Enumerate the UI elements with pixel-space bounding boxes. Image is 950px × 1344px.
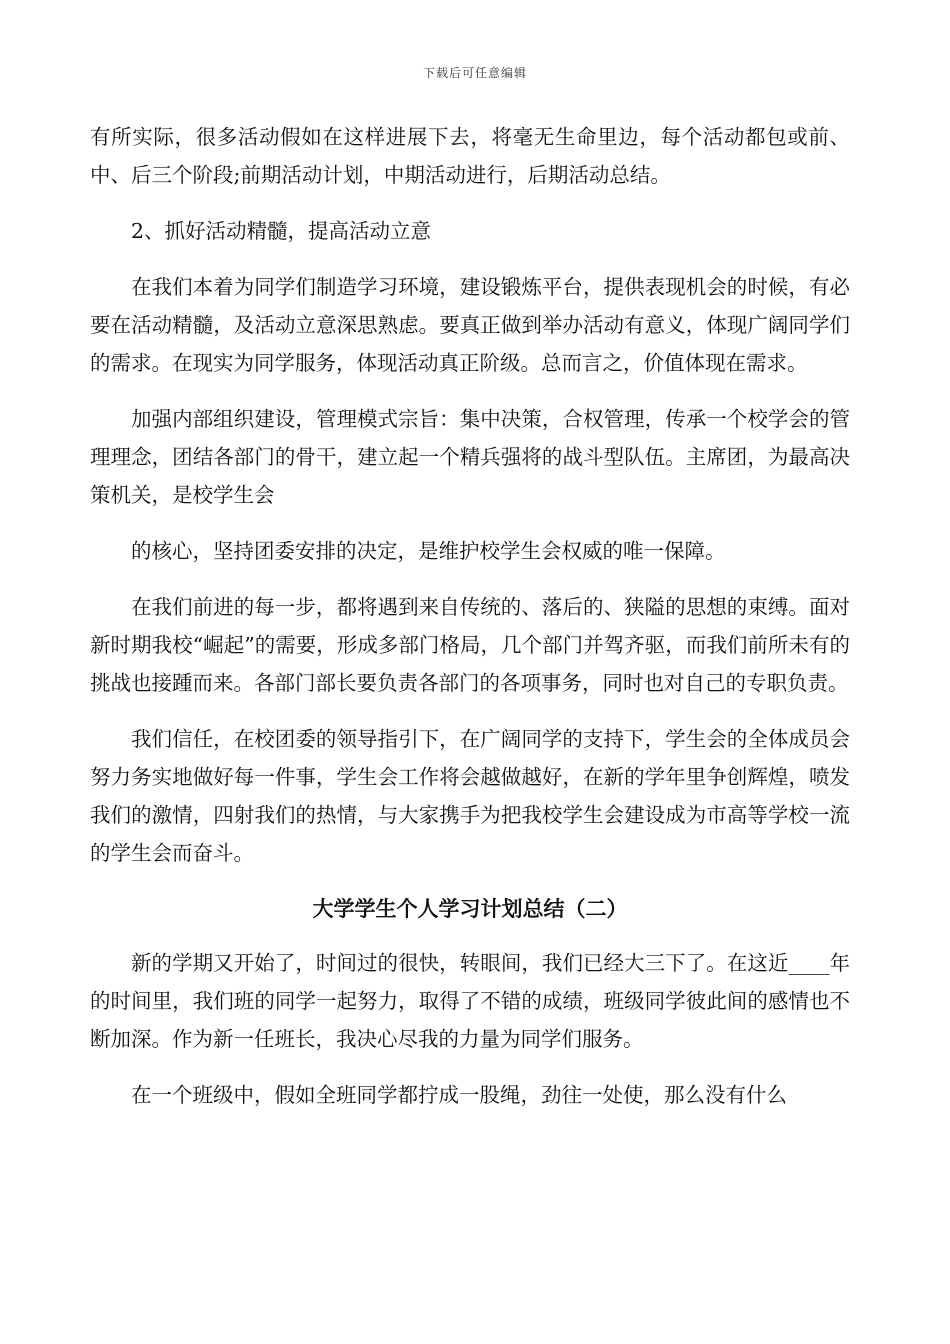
section-title: 大学学生个人学习计划总结（二） [312, 896, 628, 921]
paragraph-continuation: 有所实际，很多活动假如在这样进展下去，将毫无生命里边，每个活动都包或前、中、后三个阶段;前期活动计划，中期活动进行，后期活动总结。 [90, 125, 850, 187]
paragraph: 我们信任，在校团委的领导指引下，在广阔同学的支持下，学生会的全体成员会努力务实地做好每一件事，学生会工作将会越做越好，在新的学年里争创辉煌，喷发我们的激情，四射我们的热情，与大家携手为把我校学生会建设成为市高等学校一流的学生会而奋斗。 [90, 727, 850, 865]
document-body [90, 118, 850, 1132]
page-header: 下载后可任意编辑 [422, 66, 527, 80]
paragraph-subheading: 2、抓好活动精髓，提高活动立意 [131, 219, 432, 243]
paragraph: 新的学期又开始了，时间过的很快，转眼间，我们已经大三下了。在这近____年的时间里，我们班的同学一起努力，取得了不错的成绩，班级同学彼此间的感情也不断加深。作为新一任班长，我决心尽我的力量为同学们服务。 [90, 951, 850, 1051]
paragraph: 的核心，坚持团委安排的决定，是维护校学生会权威的唯一保障。 [131, 539, 726, 563]
paragraph: 在我们本着为同学们制造学习环境，建设锻炼平台，提供表现机会的时候，有必要在活动精髓，及活动立意深思熟虑。要真正做到举办活动有意义，体现广阔同学们的需求。在现实为同学服务，体现活动真正阶级。总而言之，价值体现在需求。 [90, 275, 850, 375]
paragraph: 在我们前进的每一步，都将遇到来自传统的、落后的、狭隘的思想的束缚。面对新时期我校“崛起”的需要，形成多部门格局，几个部门并驾齐驱，而我们前所未有的挑战也接踵而来。各部门部长要负责各部门的各项事务，同时也对自己的专职负责。 [90, 595, 850, 695]
paragraph: 在一个班级中，假如全班同学都拧成一股绳，劲往一处使，那么没有什么 [131, 1083, 787, 1107]
paragraph: 加强内部组织建设，管理模式宗旨：集中决策，合权管理，传承一个校学会的管理理念，团结各部门的骨干，建立起一个精兵强将的战斗型队伍。主席团，为最高决策机关，是校学生会 [90, 407, 850, 507]
